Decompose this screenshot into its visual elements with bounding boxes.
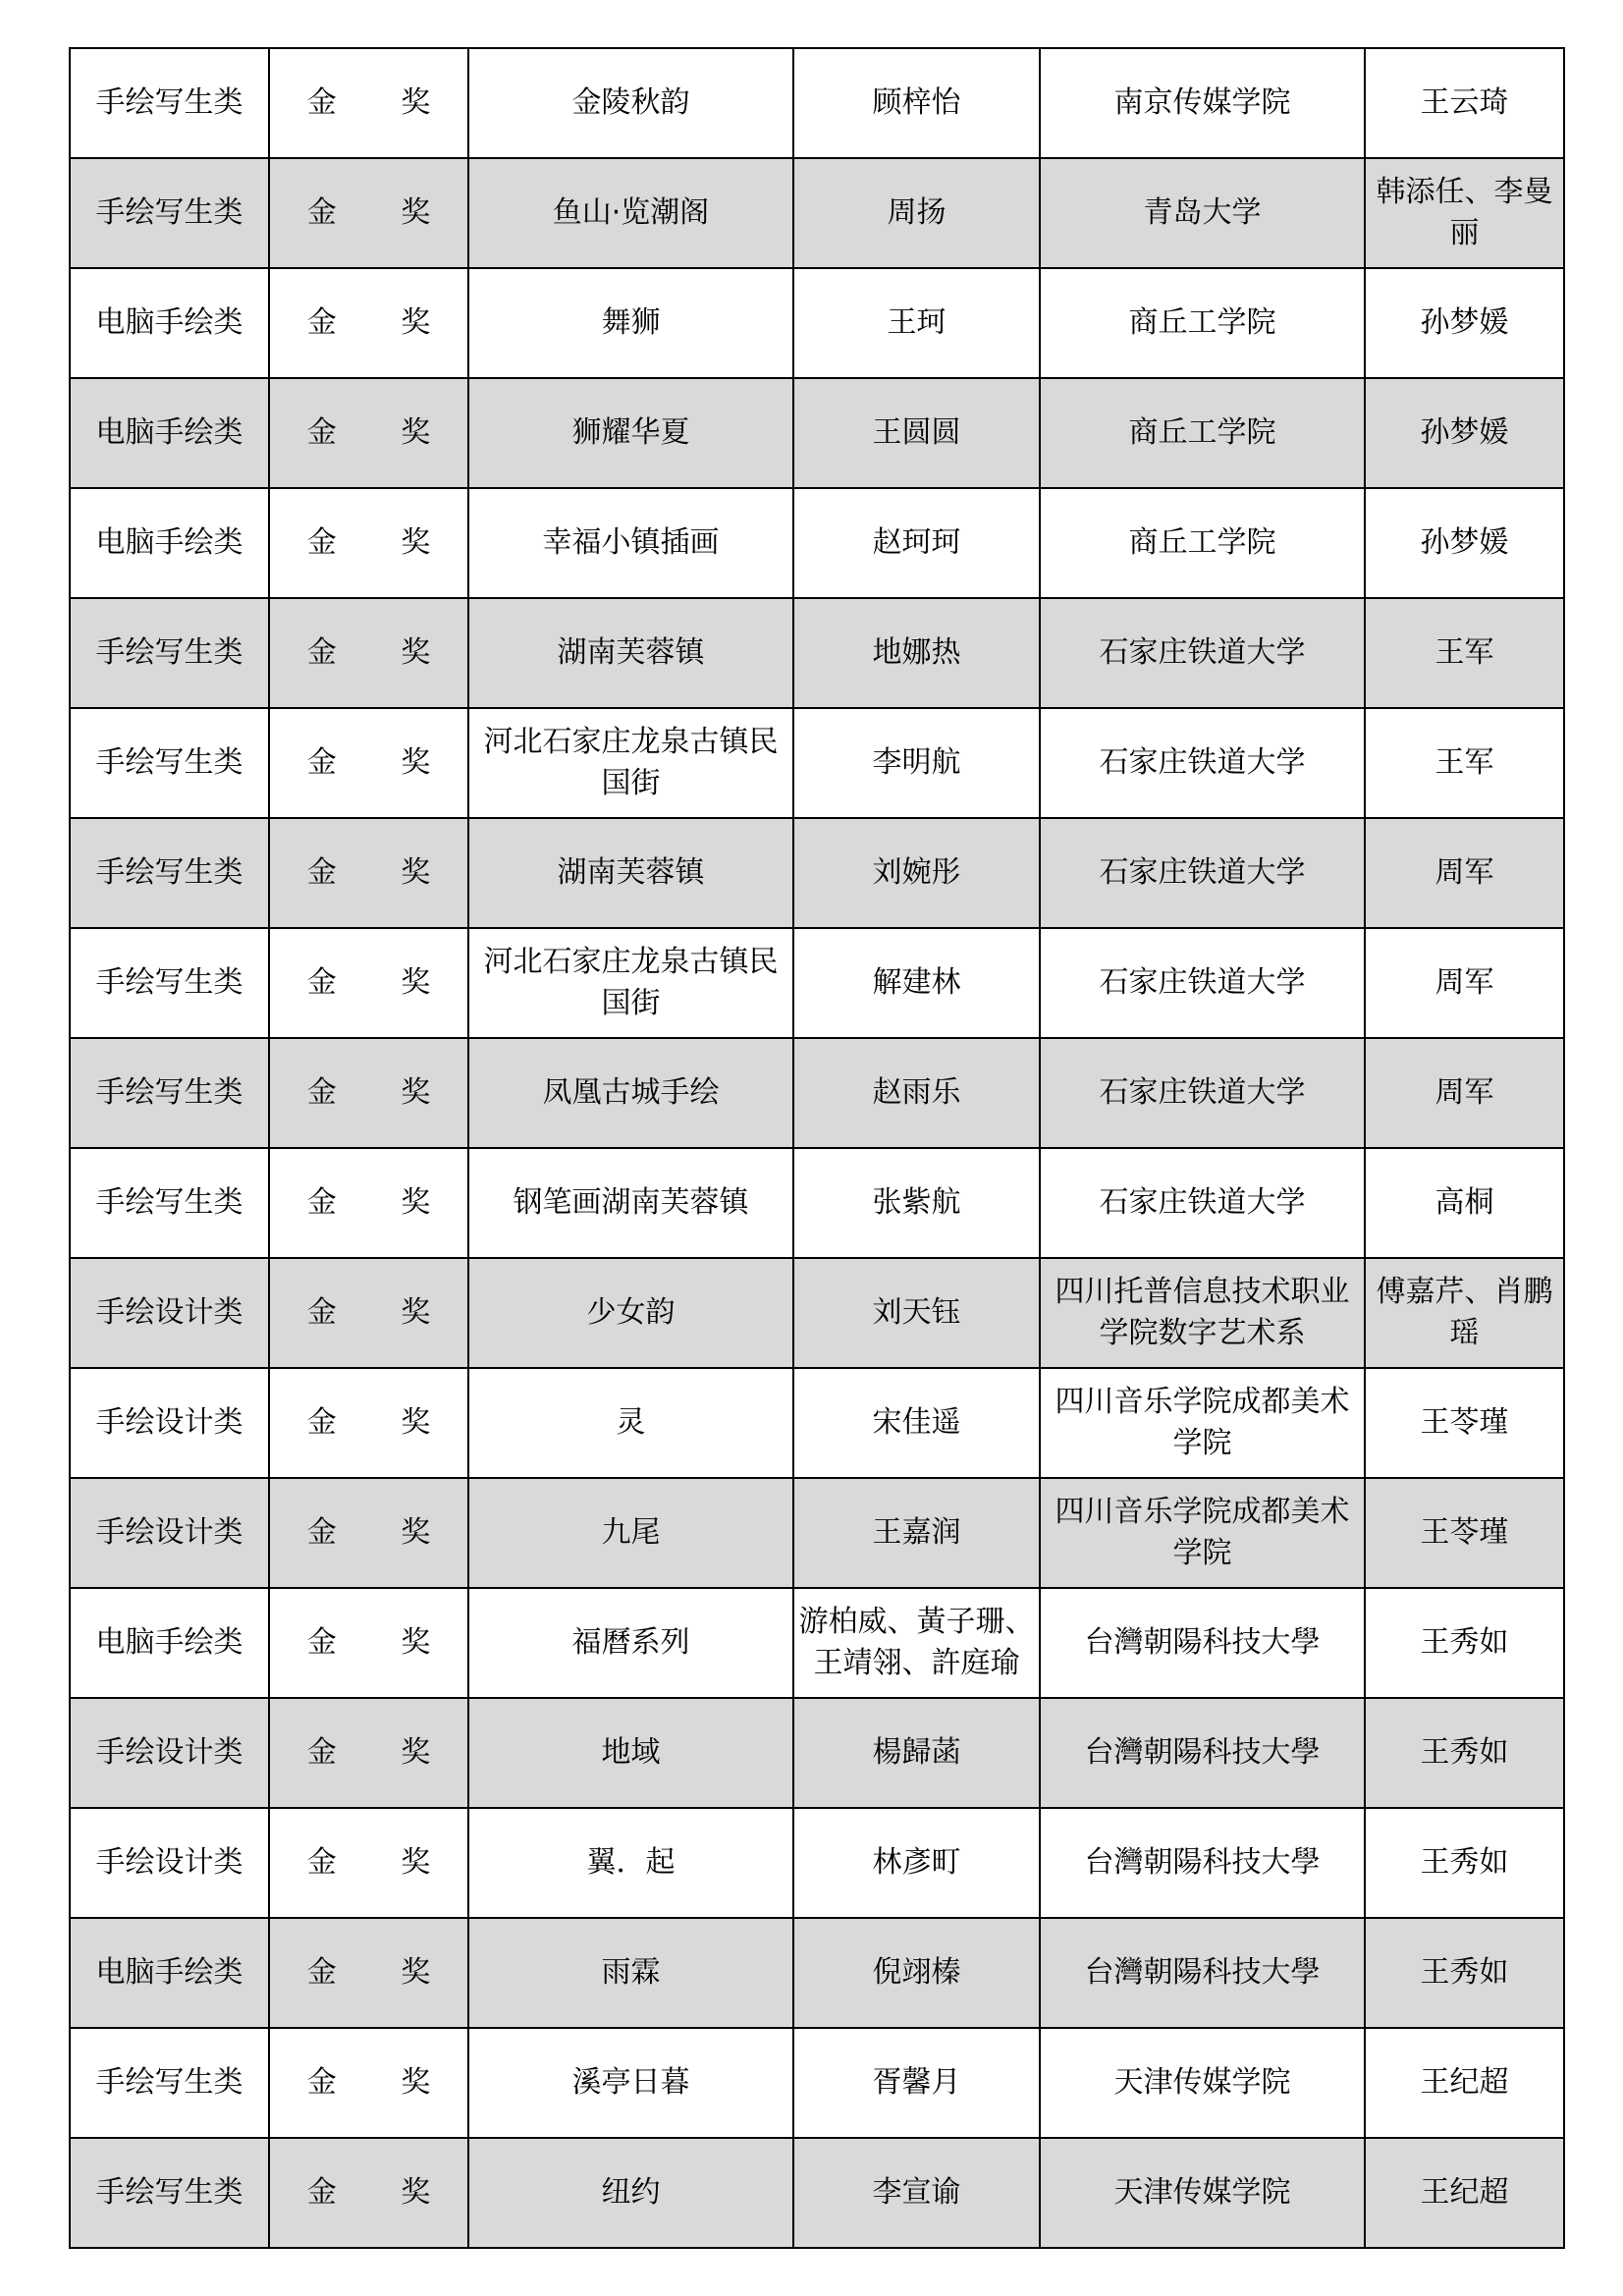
award-cell [269,268,468,378]
work-title-cell: 钢笔画湖南芙蓉镇 [468,1148,793,1258]
category-cell: 电脑手绘类 [70,268,269,378]
award-cell [269,598,468,708]
work-title-cell: 狮耀华夏 [468,378,793,488]
school-cell: 南京传媒学院 [1040,48,1365,158]
table-row [70,2138,1564,2248]
category-cell: 手绘写生类 [70,2028,269,2138]
school-cell: 台灣朝陽科技大學 [1040,1918,1365,2028]
work-title-cell: 舞狮 [468,268,793,378]
award-cell [269,488,468,598]
advisor-cell: 孙梦媛 [1365,268,1564,378]
school-cell: 石家庄铁道大学 [1040,598,1365,708]
award-cell [269,1808,468,1918]
category-cell: 电脑手绘类 [70,378,269,488]
author-cell: 胥馨月 [793,2028,1040,2138]
award-label: 金 奖 [306,1515,459,1550]
advisor-cell: 高桐 [1365,1148,1564,1258]
advisor-cell: 周军 [1365,928,1564,1038]
category-cell: 手绘写生类 [70,2138,269,2248]
author-cell: 李宣谕 [793,2138,1040,2248]
advisor-cell: 王秀如 [1365,1918,1564,2028]
author-cell: 刘婉彤 [793,818,1040,928]
category-cell: 手绘写生类 [70,708,269,818]
school-cell: 石家庄铁道大学 [1040,1038,1365,1148]
author-cell: 地娜热 [793,598,1040,708]
category-cell: 手绘写生类 [70,1038,269,1148]
award-cell [269,818,468,928]
award-label: 金 奖 [306,305,459,340]
category-cell: 电脑手绘类 [70,1588,269,1698]
award-cell [269,1588,468,1698]
table-row [70,158,1564,268]
school-cell: 天津传媒学院 [1040,2028,1365,2138]
advisor-cell: 王纪超 [1365,2138,1564,2248]
advisor-cell: 王苓瑾 [1365,1368,1564,1478]
award-label: 金 奖 [306,195,459,230]
work-title-cell: 地域 [468,1698,793,1808]
award-label: 金 奖 [306,965,459,1000]
author-cell: 李明航 [793,708,1040,818]
school-cell: 商丘工学院 [1040,268,1365,378]
work-title-cell: 湖南芙蓉镇 [468,818,793,928]
author-cell: 赵雨乐 [793,1038,1040,1148]
award-cell [269,1258,468,1368]
advisor-cell: 周军 [1365,1038,1564,1148]
school-cell: 天津传媒学院 [1040,2138,1365,2248]
author-cell: 周扬 [793,158,1040,268]
award-label: 金 奖 [306,1405,459,1440]
school-cell: 石家庄铁道大学 [1040,818,1365,928]
award-cell [269,1918,468,2028]
category-cell: 电脑手绘类 [70,488,269,598]
advisor-cell: 周军 [1365,818,1564,928]
work-title-cell: 福曆系列 [468,1588,793,1698]
category-cell: 手绘写生类 [70,158,269,268]
award-cell [269,1368,468,1478]
award-label: 金 奖 [306,2065,459,2100]
award-label: 金 奖 [306,1625,459,1660]
award-label: 金 奖 [306,1075,459,1110]
table-row [70,1368,1564,1478]
school-cell: 青岛大学 [1040,158,1365,268]
award-label: 金 奖 [306,635,459,670]
table-row [70,818,1564,928]
school-cell: 四川音乐学院成都美术学院 [1040,1368,1365,1478]
award-label: 金 奖 [306,1735,459,1770]
table-row [70,1478,1564,1588]
category-cell: 手绘写生类 [70,598,269,708]
award-label: 金 奖 [306,85,459,120]
author-cell: 赵珂珂 [793,488,1040,598]
category-cell: 手绘设计类 [70,1698,269,1808]
school-cell: 石家庄铁道大学 [1040,928,1365,1038]
award-table-body [70,48,1564,2248]
work-title-cell: 鱼山·览潮阁 [468,158,793,268]
work-title-cell: 九尾 [468,1478,793,1588]
school-cell: 台灣朝陽科技大學 [1040,1808,1365,1918]
category-cell: 手绘设计类 [70,1368,269,1478]
advisor-cell: 孙梦媛 [1365,488,1564,598]
advisor-cell: 王秀如 [1365,1698,1564,1808]
table-row [70,1258,1564,1368]
author-cell: 游柏威、黃子珊、王靖翎、許庭瑜 [793,1588,1040,1698]
category-cell: 手绘设计类 [70,1258,269,1368]
work-title-cell: 湖南芙蓉镇 [468,598,793,708]
table-row [70,2028,1564,2138]
award-cell [269,1038,468,1148]
author-cell: 王圆圆 [793,378,1040,488]
award-cell [269,1478,468,1588]
work-title-cell: 溪亭日暮 [468,2028,793,2138]
advisor-cell: 傅嘉芹、肖鹏瑶 [1365,1258,1564,1368]
award-label: 金 奖 [306,525,459,560]
advisor-cell: 王秀如 [1365,1808,1564,1918]
award-cell [269,1148,468,1258]
award-label: 金 奖 [306,1295,459,1330]
author-cell: 王珂 [793,268,1040,378]
award-label: 金 奖 [306,1955,459,1990]
work-title-cell: 凤凰古城手绘 [468,1038,793,1148]
work-title-cell: 翼．起 [468,1808,793,1918]
advisor-cell: 王军 [1365,598,1564,708]
work-title-cell: 纽约 [468,2138,793,2248]
work-title-cell: 少女韵 [468,1258,793,1368]
award-cell [269,158,468,268]
table-row [70,1588,1564,1698]
category-cell: 手绘设计类 [70,1808,269,1918]
award-cell [269,1698,468,1808]
table-row [70,1808,1564,1918]
author-cell: 林彥町 [793,1808,1040,1918]
award-label: 金 奖 [306,1845,459,1880]
author-cell: 楊歸菡 [793,1698,1040,1808]
advisor-cell: 王纪超 [1365,2028,1564,2138]
category-cell: 手绘设计类 [70,1478,269,1588]
work-title-cell: 河北石家庄龙泉古镇民国街 [468,928,793,1038]
author-cell: 宋佳遥 [793,1368,1040,1478]
table-row [70,268,1564,378]
award-label: 金 奖 [306,2175,459,2210]
school-cell: 四川托普信息技术职业学院数字艺术系 [1040,1258,1365,1368]
award-table [69,47,1565,2249]
work-title-cell: 金陵秋韵 [468,48,793,158]
table-row [70,598,1564,708]
table-row [70,1038,1564,1148]
table-row [70,1918,1564,2028]
school-cell: 台灣朝陽科技大學 [1040,1698,1365,1808]
work-title-cell: 雨霖 [468,1918,793,2028]
award-label: 金 奖 [306,745,459,780]
award-label: 金 奖 [306,1185,459,1220]
school-cell: 台灣朝陽科技大學 [1040,1588,1365,1698]
author-cell: 张紫航 [793,1148,1040,1258]
award-cell [269,48,468,158]
award-label: 金 奖 [306,415,459,450]
category-cell: 手绘写生类 [70,1148,269,1258]
advisor-cell: 孙梦媛 [1365,378,1564,488]
table-row [70,378,1564,488]
category-cell: 电脑手绘类 [70,1918,269,2028]
category-cell: 手绘写生类 [70,928,269,1038]
category-cell: 手绘写生类 [70,48,269,158]
work-title-cell: 幸福小镇插画 [468,488,793,598]
table-row [70,48,1564,158]
table-row [70,928,1564,1038]
table-row [70,488,1564,598]
award-list-page [69,47,1563,2249]
author-cell: 解建林 [793,928,1040,1038]
school-cell: 商丘工学院 [1040,378,1365,488]
author-cell: 顾梓怡 [793,48,1040,158]
table-row [70,1148,1564,1258]
award-cell [269,378,468,488]
school-cell: 四川音乐学院成都美术学院 [1040,1478,1365,1588]
author-cell: 王嘉润 [793,1478,1040,1588]
work-title-cell: 灵 [468,1368,793,1478]
advisor-cell: 王秀如 [1365,1588,1564,1698]
advisor-cell: 王云琦 [1365,48,1564,158]
award-cell [269,928,468,1038]
advisor-cell: 王苓瑾 [1365,1478,1564,1588]
school-cell: 石家庄铁道大学 [1040,708,1365,818]
advisor-cell: 王军 [1365,708,1564,818]
author-cell: 倪翊榛 [793,1918,1040,2028]
school-cell: 商丘工学院 [1040,488,1365,598]
table-row [70,1698,1564,1808]
table-row [70,708,1564,818]
award-cell [269,2028,468,2138]
award-cell [269,708,468,818]
category-cell: 手绘写生类 [70,818,269,928]
work-title-cell: 河北石家庄龙泉古镇民国街 [468,708,793,818]
school-cell: 石家庄铁道大学 [1040,1148,1365,1258]
award-label: 金 奖 [306,855,459,890]
advisor-cell: 韩添任、李曼丽 [1365,158,1564,268]
author-cell: 刘天钰 [793,1258,1040,1368]
award-cell [269,2138,468,2248]
